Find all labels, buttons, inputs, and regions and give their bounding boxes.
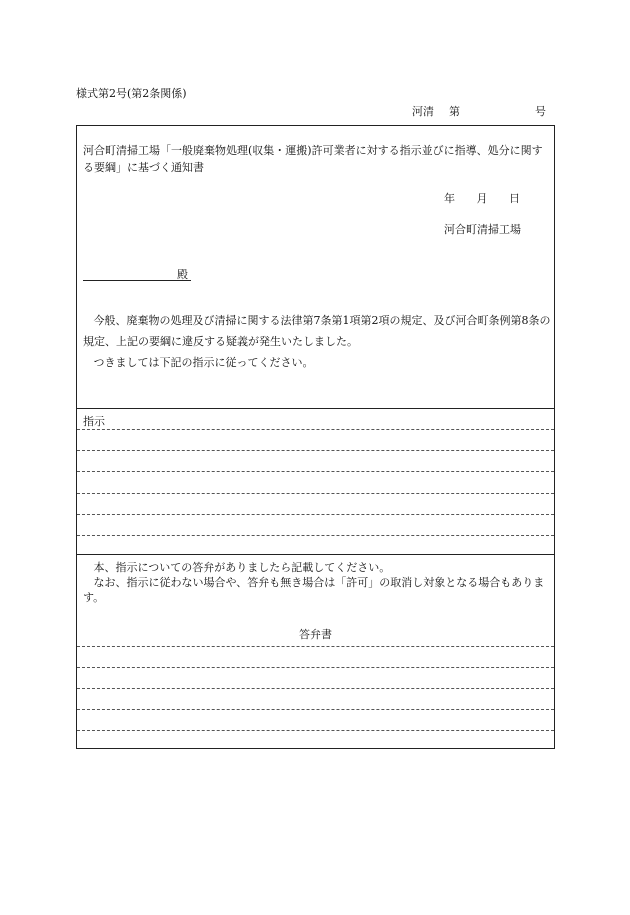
date-day: 日	[509, 192, 520, 205]
doc-number-go: 号	[535, 105, 546, 118]
reply-instructions	[83, 560, 553, 605]
notice-title: 河合町清掃工場「一般廃棄物処理(収集・運搬)許可業者に対する指示並びに指導、処分に関する要綱」に基づく通知書	[83, 144, 543, 174]
notice-section	[77, 126, 554, 409]
instruction-line[interactable]	[77, 535, 554, 536]
document-number	[412, 103, 546, 119]
date-year: 年	[444, 192, 455, 205]
instruction-line[interactable]	[77, 450, 554, 451]
instruction-line[interactable]	[77, 493, 554, 494]
issuer-name: 河合町清掃工場	[444, 223, 521, 236]
instruction-line[interactable]	[77, 471, 554, 472]
notice-paragraph-2: つきましては下記の指示に従ってください。	[93, 356, 314, 369]
instructions-section	[77, 409, 554, 555]
reply-line[interactable]	[77, 646, 554, 647]
form-reference: 様式第2号(第2条関係)	[76, 87, 187, 100]
reply-title: 答弁書	[299, 628, 332, 641]
reply-line-2: なお、指示に従わない場合や、答弁も無き場合は「許可」の取消し対象となる場合もあります。	[83, 576, 545, 604]
addressee-suffix: 殿	[177, 268, 188, 281]
instruction-line[interactable]	[77, 429, 554, 430]
notice-paragraph-1: 今般、廃棄物の処理及び清掃に関する法律第7条第1項第2項の規定、及び河合町条例第8条の規定、上記の要綱に違反する疑義が発生いたしました。	[83, 314, 551, 348]
doc-number-prefix: 河清	[412, 105, 434, 118]
instructions-label: 指示	[83, 415, 105, 428]
reply-line[interactable]	[77, 688, 554, 689]
notice-body	[83, 310, 553, 373]
reply-line[interactable]	[77, 730, 554, 731]
reply-line-1: 本、指示についての答弁がありましたら記載してください。	[93, 561, 391, 574]
reply-line[interactable]	[77, 667, 554, 668]
reply-line[interactable]	[77, 709, 554, 710]
form-box	[76, 125, 555, 749]
reply-section	[77, 555, 554, 750]
addressee-field[interactable]	[83, 266, 191, 281]
notice-date	[444, 190, 538, 206]
doc-number-dai: 第	[449, 105, 460, 118]
date-month: 月	[476, 192, 488, 205]
instruction-line[interactable]	[77, 514, 554, 515]
